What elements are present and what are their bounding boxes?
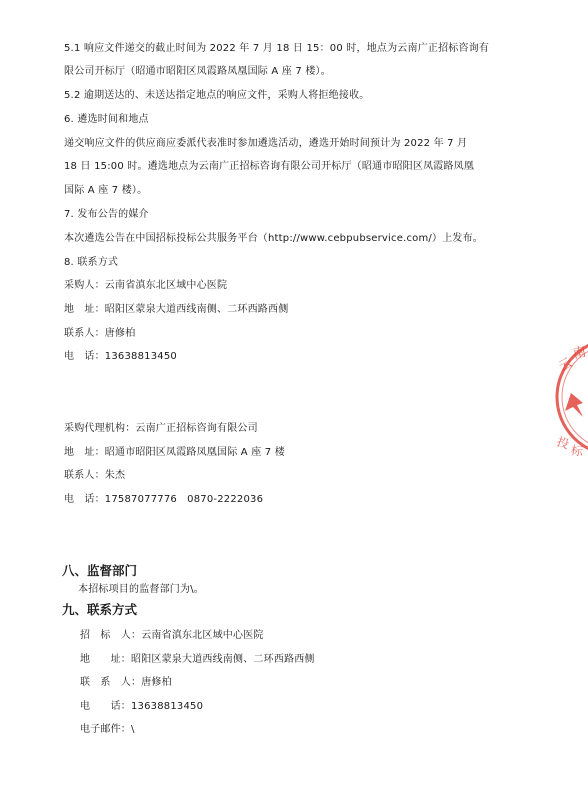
tenderer-name: 招 标 人：云南省滇东北区域中心医院 bbox=[80, 630, 264, 641]
section-6-line-1: 递交响应文件的供应商应委派代表准时参加遴选活动，遴选开始时间预计为 2022 年 7 月 bbox=[64, 138, 468, 149]
svg-text:南: 南 bbox=[571, 344, 588, 363]
section-6-heading: 6. 遴选时间和地点 bbox=[64, 114, 149, 125]
clause-5-1-line-1: 5.1 响应文件递交的截止时间为 2022 年 7 月 18 日 15：00 时，地点为云南广正招标咨询有 bbox=[64, 43, 490, 54]
svg-text:标: 标 bbox=[569, 443, 585, 459]
svg-text:云: 云 bbox=[556, 355, 575, 375]
part-9-heading: 九、联系方式 bbox=[62, 602, 138, 617]
section-7-line-1: 本次遴选公告在中国招标投标公共服务平台（http://www.cebpubservice.com/）上发布。 bbox=[64, 233, 483, 244]
tenderer-address: 地 址：昭阳区蒙泉大道西线南侧、二环西路西侧 bbox=[80, 654, 315, 665]
section-6-line-3: 国际 A 座 7 楼）。 bbox=[64, 185, 148, 196]
clause-5-2: 5.2 逾期送达的、未送达指定地点的响应文件，采购人将拒绝接收。 bbox=[64, 90, 370, 101]
company-seal bbox=[553, 335, 588, 465]
purchaser-contact: 联系人：唐修柏 bbox=[64, 328, 136, 339]
purchaser-phone: 电 话：13638813450 bbox=[64, 351, 177, 362]
svg-text:投: 投 bbox=[555, 434, 571, 452]
agency-address: 地 址：昭通市昭阳区凤霞路凤凰国际 A 座 7 楼 bbox=[64, 447, 285, 458]
section-8-heading: 8. 联系方式 bbox=[64, 257, 119, 268]
agency-contact: 联系人：朱杰 bbox=[64, 470, 126, 481]
tenderer-contact: 联 系 人：唐修柏 bbox=[80, 677, 172, 688]
tenderer-email: 电子邮件：\ bbox=[80, 724, 135, 735]
section-7-heading: 7. 发布公告的媒介 bbox=[64, 209, 149, 220]
agency-name: 采购代理机构：云南广正招标咨询有限公司 bbox=[64, 423, 258, 434]
supervision-text: 本招标项目的监督部门为\。 bbox=[78, 584, 204, 595]
tenderer-phone: 电 话：13638813450 bbox=[80, 701, 204, 712]
clause-5-1-line-2: 限公司开标厅（昭通市昭阳区凤霞路凤凰国际 A 座 7 楼）。 bbox=[64, 66, 331, 77]
purchaser-name: 采购人：云南省滇东北区域中心医院 bbox=[64, 280, 228, 291]
agency-phone: 电 话：17587077776 0870-2222036 bbox=[64, 494, 264, 505]
part-8-heading: 八、监督部门 bbox=[62, 563, 138, 578]
section-6-line-2: 18 日 15:00 时。遴选地点为云南广正招标咨询有限公司开标厅（昭通市昭阳区凤霞路凤凰 bbox=[64, 161, 475, 172]
purchaser-address: 地 址：昭阳区蒙泉大道西线南侧、二环西路西侧 bbox=[64, 304, 289, 315]
